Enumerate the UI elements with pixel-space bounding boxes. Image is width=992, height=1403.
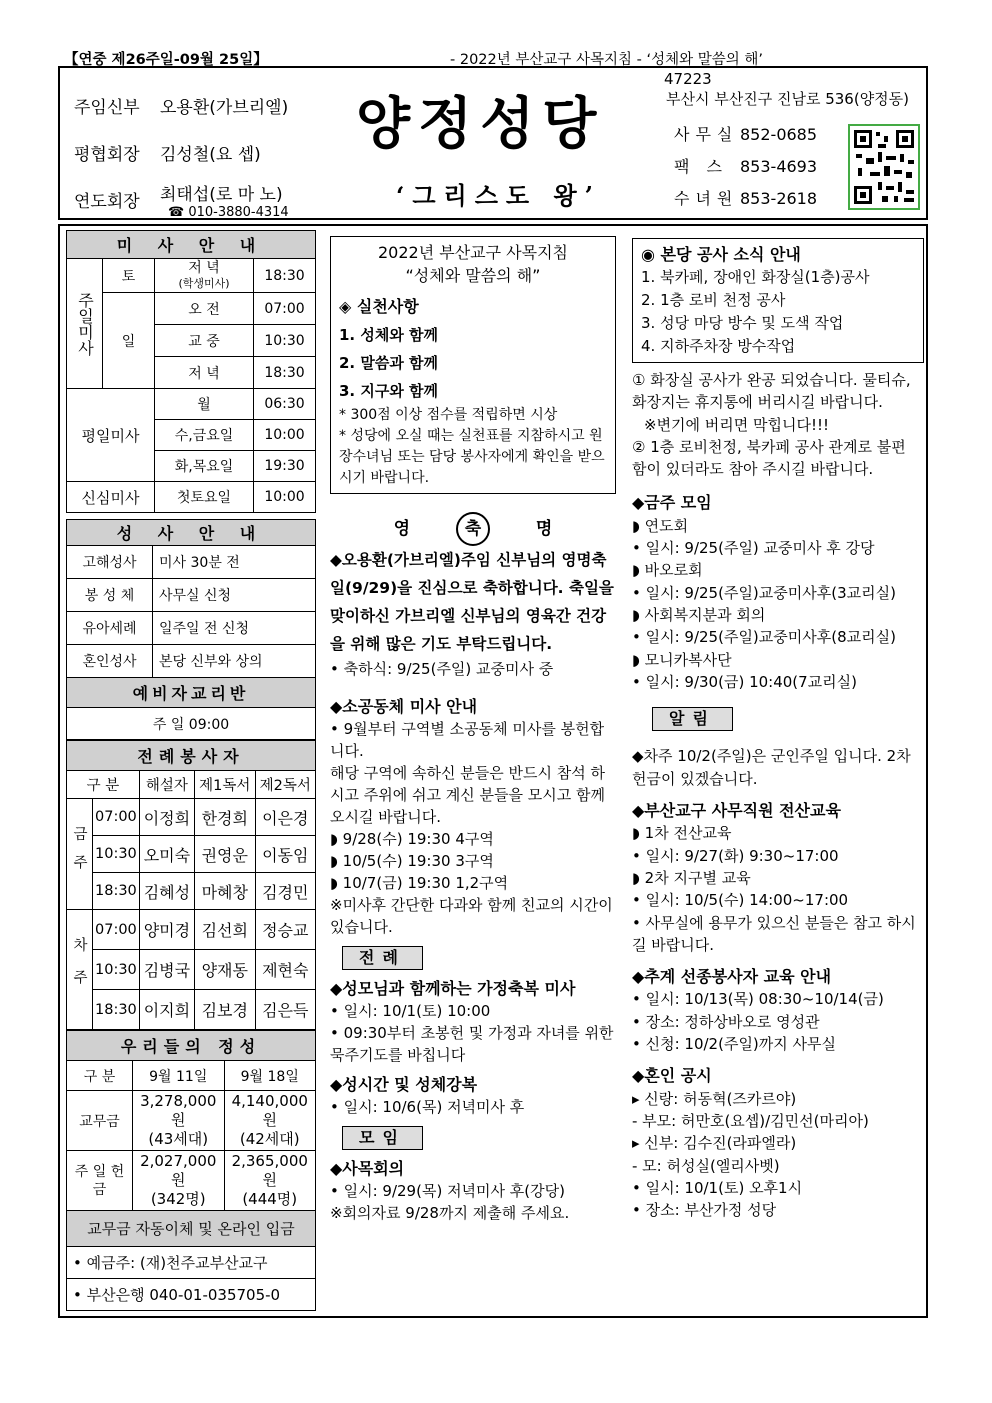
sacrament-name: 봉 성 체 xyxy=(67,579,153,612)
roster-name: 이정희 xyxy=(139,799,194,836)
role-name: 김성철(요 셉) xyxy=(160,145,261,165)
notice-title: ◆차주 10/2(주일)은 군인주일 입니다. 2차 헌금이 있겠습니다. xyxy=(632,747,911,788)
role-name: 오용환(가브리엘) xyxy=(160,98,289,118)
liturgy-title: 전례봉사자 xyxy=(67,741,316,771)
practice-item: 2. 말씀과 함께 xyxy=(339,354,439,372)
meeting-line: • 일시: 9/25(주일)교중미사후(3교리실) xyxy=(632,583,896,602)
sacrament-name: 혼인성사 xyxy=(67,645,153,678)
community-line: ◗ 10/5(수) 19:30 3구역 xyxy=(330,852,494,870)
pastoral-guideline-box xyxy=(330,236,616,494)
offering-count: (43세대) xyxy=(148,1130,209,1148)
notice-line: • 일시: 10/13(목) 08:30~10/14(금) xyxy=(632,990,884,1009)
contact-row xyxy=(674,186,817,218)
feast-heading-right: 명 xyxy=(535,519,553,539)
col-header: 9월 11일 xyxy=(133,1061,225,1091)
main-body xyxy=(58,224,928,1318)
week-label: 차주 xyxy=(67,910,93,1030)
col-header: 구 분 xyxy=(67,1061,133,1091)
offering-amount: 2,365,000원 xyxy=(231,1152,308,1189)
meeting-line: • 일시: 9/30(금) 10:40(7교리실) xyxy=(632,672,858,691)
notice-line: • 일시: 10/5(수) 14:00~17:00 xyxy=(632,891,849,910)
slot-label: 교 중 xyxy=(155,325,254,357)
offering-amount: 2,027,000원 xyxy=(140,1152,217,1189)
roster-time: 10:30 xyxy=(93,950,140,990)
phone-number: ☎ 010-3880-4314 xyxy=(168,204,289,220)
contact-value: 853-2618 xyxy=(740,189,818,208)
qr-code-icon xyxy=(848,124,920,210)
address: 부산시 부산진구 진남로 536(양정동) xyxy=(666,90,910,108)
roster-time: 07:00 xyxy=(93,910,140,950)
roster-time: 18:30 xyxy=(93,873,140,910)
role-row xyxy=(74,82,289,129)
roster-name: 양미경 xyxy=(139,910,194,950)
notice-line: • 일시: 10/1(토) 오후1시 xyxy=(632,1178,803,1197)
meeting-line: ◗ 연도회 xyxy=(632,516,689,535)
construction-note: ① 화장실 공사가 완공 되었습니다. 물티슈, 화장지는 휴지통에 버리시길 바랍니다. xyxy=(632,371,911,412)
weekly-meetings-title: ◆금주 모임 xyxy=(632,493,712,513)
sacrament-name: 유아세례 xyxy=(67,612,153,645)
community-line: ◗ 9/28(수) 19:30 4구역 xyxy=(330,830,494,848)
roster-time: 10:30 xyxy=(93,836,140,873)
notice-line: - 모: 허성실(엘리사벳) xyxy=(632,1156,780,1175)
sacrament-title: 성 사 안 내 xyxy=(67,520,316,546)
role-label: 주임신부 xyxy=(74,98,140,118)
notice-line: • 신청: 10/2(주일)까지 사무실 xyxy=(632,1035,837,1054)
sacrament-name: 고해성사 xyxy=(67,546,153,579)
construction-note: ② 1층 로비천정, 북카페 공사 관계로 불편 함이 있더라도 참아 주시길 바랍니다. xyxy=(632,437,906,479)
notice-line: • 일시: 9/27(화) 9:30~17:00 xyxy=(632,846,839,865)
auto-transfer-title: 교무금 자동이체 및 온라인 입금 xyxy=(67,1211,316,1247)
slot-label: 오 전 xyxy=(155,293,254,325)
catechumen-title: 예비자교리반 xyxy=(67,678,316,708)
notice-line: ▸ 신랑: 허동혁(즈카르야) xyxy=(632,1089,797,1108)
weekly-meetings-list xyxy=(632,515,924,693)
roster-time: 07:00 xyxy=(93,799,140,836)
roster-name: 김선희 xyxy=(195,910,255,950)
offering-title: 우리들의 정성 xyxy=(67,1031,316,1061)
notice-line: • 사무실에 용무가 있으신 분들은 참고 하시길 바랍니다. xyxy=(632,913,916,954)
section-line: ※회의자료 9/28까지 제출해 주세요. xyxy=(330,1204,570,1222)
community-line: • 9월부터 구역별 소공동체 미사를 봉헌합니다. xyxy=(330,720,605,760)
mass-title: 미 사 안 내 xyxy=(67,231,316,259)
devotion-mass-label: 신심미사 xyxy=(67,482,155,513)
weekday-mass-label: 평일미사 xyxy=(67,389,155,482)
contact-label: 팩 스 xyxy=(674,157,728,176)
guideline-title: 2022년 부산교구 사목지침 xyxy=(378,243,568,262)
slot-label: 첫토요일 xyxy=(155,482,254,513)
roster-name: 이동임 xyxy=(255,836,316,873)
slot-label: 저 녁 xyxy=(188,259,220,276)
mass-time: 10:30 xyxy=(254,325,316,357)
section-line: • 일시: 10/6(목) 저녁미사 후 xyxy=(330,1098,525,1116)
roster-name: 정승교 xyxy=(255,910,316,950)
roster-name: 마혜창 xyxy=(195,873,255,910)
notice-line: • 장소: 부산가정 성당 xyxy=(632,1201,777,1220)
slot-label: 수,금요일 xyxy=(155,420,254,451)
notice-line: ▸ 신부: 김수진(라파엘라) xyxy=(632,1134,797,1153)
community-line: ※미사후 간단한 다과와 함께 친교의 시간이 있습니다. xyxy=(330,896,613,936)
clergy-list xyxy=(74,82,289,223)
role-label: 연도회장 xyxy=(74,192,140,212)
sacrament-table xyxy=(66,519,316,740)
offering-kind: 교무금 xyxy=(67,1091,133,1151)
col-header: 제1독서 xyxy=(195,771,255,799)
mass-time: 18:30 xyxy=(254,259,316,293)
role-row xyxy=(74,176,289,223)
left-column xyxy=(66,230,316,1311)
slot-note: (학생미사) xyxy=(178,276,230,290)
parish-title: 양정성당 xyxy=(356,92,605,157)
meeting-tag: 모임 xyxy=(342,1126,423,1150)
mass-time: 18:30 xyxy=(254,357,316,389)
section-line: • 일시: 9/29(목) 저녁미사 후(강당) xyxy=(330,1182,565,1200)
masthead xyxy=(58,66,928,220)
mass-time: 19:30 xyxy=(254,451,316,482)
contact-value: 852-0685 xyxy=(740,125,818,144)
notice-title: ◆추계 선종봉사자 교육 안내 xyxy=(632,967,832,987)
guideline-note: * 성당에 오실 때는 실천표를 지참하시고 원장수녀님 또는 담당 봉사자에게 확인을 받으시기 바랍니다. xyxy=(339,428,605,486)
contact-list xyxy=(674,122,817,218)
notice-title: ◆부산교구 사무직원 전산교육 xyxy=(632,801,841,821)
roster-name: 김보경 xyxy=(195,990,255,1030)
mass-time: 07:00 xyxy=(254,293,316,325)
notice-line: • 장소: 정하상바오로 영성관 xyxy=(632,1012,820,1031)
sunday-mass-label: 주일미사 xyxy=(67,259,103,389)
roster-name: 김경민 xyxy=(255,873,316,910)
day-label: 일 xyxy=(103,293,155,389)
col-header: 제2독서 xyxy=(255,771,316,799)
construction-title: ◉ 본당 공사 소식 안내 xyxy=(641,245,801,264)
postcode: 47223 xyxy=(664,70,712,88)
construction-item: 2. 1층 로비 천정 공사 xyxy=(641,291,786,309)
contact-value: 853-4693 xyxy=(740,157,818,176)
slot-label: 화,목요일 xyxy=(155,451,254,482)
sacrament-info: 일주일 전 신청 xyxy=(153,612,316,645)
top-line xyxy=(58,46,928,66)
col-header: 구 분 xyxy=(67,771,140,799)
feast-mark: 축 xyxy=(464,519,482,539)
offering-count: (42세대) xyxy=(239,1130,300,1148)
roster-name: 오미숙 xyxy=(139,836,194,873)
notice-line: ◗ 2차 지구별 교육 xyxy=(632,868,751,887)
sacrament-info: 사무실 신청 xyxy=(153,579,316,612)
laurel-icon xyxy=(456,512,490,546)
meeting-line: • 일시: 9/25(주일) 교중미사 후 강당 xyxy=(632,539,875,558)
motto: - 2022년 부산교구 사목지침 - ‘성체와 말씀의 해’ xyxy=(450,52,763,68)
day-label: 토 xyxy=(103,259,155,293)
community-mass-title: ◆소공동체 미사 안내 xyxy=(330,697,478,716)
role-name: 최태섭(로 마 노) xyxy=(160,184,283,205)
roster-name: 김은득 xyxy=(255,990,316,1030)
contact-row xyxy=(674,154,817,186)
week-label: 금주 xyxy=(67,799,93,910)
col-header: 해설자 xyxy=(139,771,194,799)
construction-box xyxy=(632,238,924,363)
construction-item: 1. 북카페, 장애인 화장실(1층)공사 xyxy=(641,268,870,286)
col-header: 9월 18일 xyxy=(224,1061,316,1091)
offering-amount: 4,140,000원 xyxy=(231,1092,308,1129)
practice-heading: ◈ 실천사항 xyxy=(339,297,419,316)
slot-label: 월 xyxy=(155,389,254,420)
middle-column xyxy=(330,236,616,1224)
roster-time: 18:30 xyxy=(93,990,140,1030)
notice-line: - 부모: 허만호(요셉)/김민선(마리아) xyxy=(632,1111,869,1130)
mass-time: 10:00 xyxy=(254,482,316,513)
roster-name: 양재동 xyxy=(195,950,255,990)
roster-name: 김혜성 xyxy=(139,873,194,910)
guideline-note: * 300점 이상 점수를 적립하면 시상 xyxy=(339,407,558,423)
offering-kind: 주 일 헌 금 xyxy=(67,1151,133,1211)
contact-row xyxy=(674,122,817,154)
catechumen-time: 주 일 09:00 xyxy=(67,708,316,740)
sacrament-info: 미사 30분 전 xyxy=(153,546,316,579)
sacrament-info: 본당 신부와 상의 xyxy=(153,645,316,678)
meeting-line: ◗ 바오로회 xyxy=(632,561,703,580)
section-line: • 일시: 10/1(토) 10:00 xyxy=(330,1002,491,1020)
roster-name: 제현숙 xyxy=(255,950,316,990)
section-title: ◆성시간 및 성체강복 xyxy=(330,1075,478,1094)
feast-subtitle: ‘그리스도 왕’ xyxy=(396,181,601,210)
account-holder: • 예금주: (재)천주교부산교구 xyxy=(67,1247,316,1279)
liturgy-roster-table xyxy=(66,740,316,1030)
feast-heading xyxy=(330,512,616,546)
meeting-line: ◗ 사회복지분과 회의 xyxy=(632,605,766,624)
offering-count: (342명) xyxy=(150,1190,206,1208)
construction-note: ※변기에 버리면 막힙니다!!! xyxy=(644,415,830,434)
liturgy-tag: 전례 xyxy=(342,946,423,970)
offering-count: (444명) xyxy=(242,1190,298,1208)
right-column xyxy=(632,238,924,1221)
guideline-subtitle: “성체와 말씀의 해” xyxy=(405,266,541,285)
feast-ceremony: • 축하식: 9/25(주일) 교중미사 중 xyxy=(330,660,554,678)
mass-schedule-table xyxy=(66,230,316,513)
roster-name: 이은경 xyxy=(255,799,316,836)
section-title: ◆성모님과 함께하는 가정축복 미사 xyxy=(330,979,576,998)
roster-name: 한경희 xyxy=(195,799,255,836)
contact-label: 수녀원 xyxy=(674,189,739,208)
practice-item: 3. 지구와 함께 xyxy=(339,382,439,400)
construction-item: 4. 지하주차장 방수작업 xyxy=(641,337,796,355)
role-row xyxy=(74,129,289,176)
notice-title: ◆혼인 공시 xyxy=(632,1066,712,1086)
construction-item: 3. 성당 마당 방수 및 도색 작업 xyxy=(641,314,844,332)
notice-line: ◗ 1차 전산교육 xyxy=(632,824,732,843)
section-title: ◆사목회의 xyxy=(330,1159,405,1178)
notice-tag: 알림 xyxy=(652,707,733,731)
meeting-line: ◗ 모니카복사단 xyxy=(632,650,732,669)
contact-label: 사무실 xyxy=(674,125,739,144)
feast-message: ◆오용환(가브리엘)주임 신부님의 영명축일(9/29)을 진심으로 축하합니다. 축일을 맞이하신 가브리엘 신부님의 영육간 건강을 위해 많은 기도 부탁드립니다. xyxy=(330,551,614,653)
bank-account: • 부산은행 040-01-035705-0 xyxy=(67,1279,316,1311)
roster-name: 이지희 xyxy=(139,990,194,1030)
mass-time: 06:30 xyxy=(254,389,316,420)
meeting-line: • 일시: 9/25(주일)교중미사후(8교리실) xyxy=(632,628,896,647)
address-block xyxy=(664,70,909,109)
roster-name: 김병국 xyxy=(139,950,194,990)
practice-item: 1. 성체와 함께 xyxy=(339,326,439,344)
offering-amount: 3,278,000원 xyxy=(140,1092,217,1129)
slot-label: 저 녁 xyxy=(155,357,254,389)
role-label: 평협회장 xyxy=(74,145,140,165)
community-mass-body xyxy=(330,718,616,938)
community-line: 해당 구역에 속하신 분들은 반드시 참석 하시고 주위에 쉬고 계신 분들을 모시고 함께 오시길 바랍니다. xyxy=(330,764,605,826)
mass-time: 10:00 xyxy=(254,420,316,451)
community-line: ◗ 10/7(금) 19:30 1,2구역 xyxy=(330,874,509,892)
roster-name: 권영운 xyxy=(195,836,255,873)
section-line: • 09:30부터 초봉헌 및 가정과 자녀를 위한 묵주기도를 바칩니다 xyxy=(330,1024,614,1064)
issue-label: 【연중 제26주일-09월 25일】 xyxy=(64,52,268,68)
feast-heading-left: 영 xyxy=(393,519,411,539)
offering-table xyxy=(66,1030,316,1311)
